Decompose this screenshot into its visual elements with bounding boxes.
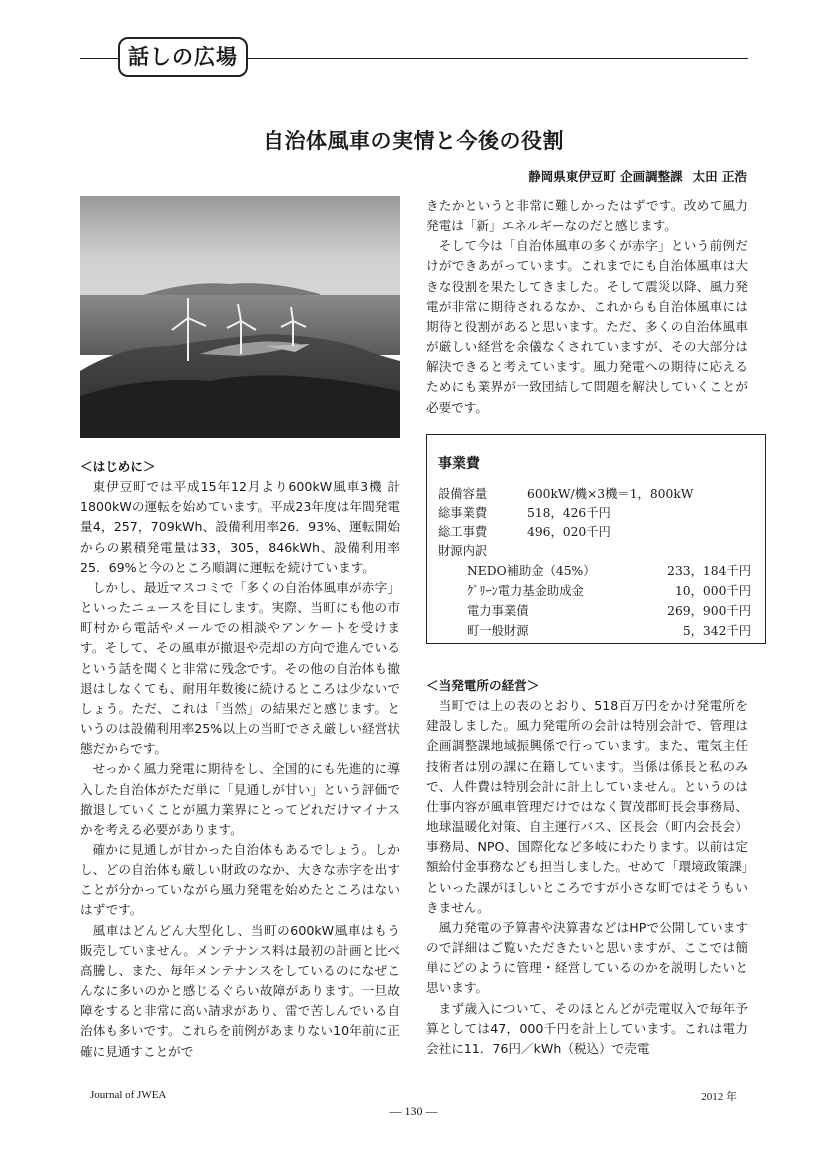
wind-turbine-photo [80, 196, 400, 438]
page-number: — 130 — [389, 1104, 438, 1118]
body-paragraph: そして今は「自治体風車の多くが赤字」という前例だけができあがっています。これまでにも自治体風車は大きな役割を果たしてきました。そして震災以降、風力発電が非常に期待されるなか、これからも自治体風車には期待と役割があると思います。ただ、多くの自治体風車が厳しい経営を余儀なくされていますが、その大部分は解決できると考えています。風力発電への期待に応えるためにも業界が一致団結して問題を解決していくことが必要です。 [426, 238, 748, 415]
body-paragraph: せっかく風力発電に期待をし、全国的にも先進的に導入した自治体がただ単に「見通しが甘い」という評価で撤退していくことが風力業界にとってどれだけマイナスかを考える必要があります。 [80, 761, 400, 837]
body-paragraph: 風力発電の予算書や決算書などはHPで公開していますので詳細はご覧いただきたいと思いますが、ここでは簡単にどのように管理・経営しているのかを説明したいと思います。 [426, 919, 748, 996]
cost-label: 総事業費 [438, 506, 488, 520]
cost-row [438, 522, 758, 540]
journal-name: Journal of JWEA [90, 1089, 167, 1101]
body-paragraph: 風車はどんどん大型化し、当町の600kW風車はもう販売していません。メンテナンス料は最初の計画と比べ高騰し、また、毎年メンテナンスをしているのになぜこんなに多いのかと感じるぐらい故障があります。一旦故障をすると非常に高い請求があり、雷で苦しんでいる自治体も多いです。これらを前例があまりない10年前に正確に見通すことがで [80, 922, 400, 1059]
cost-box-title: 事業費 [438, 456, 480, 472]
funding-source-value: 5，342千円 [682, 624, 751, 638]
left-column [80, 457, 400, 1062]
body-paragraph: きたかというと非常に難しかったはずです。改めて風力発電は「新」エネルギーなのだと感じます。 [426, 198, 748, 234]
right-column-bottom [426, 676, 748, 1059]
header-rule-right [248, 58, 748, 59]
cost-row [438, 484, 758, 502]
funding-source-label: ｸﾞﾘｰﾝ電力基金助成金 [467, 584, 584, 598]
publication-year: 2012 年 [701, 1091, 737, 1103]
author-affiliation: 静岡県東伊豆町 企画調整課 [528, 169, 683, 184]
funding-source-value: 10，000千円 [674, 584, 751, 598]
funding-source-label: NEDO補助金（45%） [467, 564, 596, 578]
funding-source-row [467, 581, 757, 599]
author-line [528, 167, 747, 185]
cost-label: 総工事費 [438, 525, 488, 539]
body-paragraph: 確かに見通しが甘かった自治体もあるでしょう。しかし、どの自治体も厳しい財政のなか、大きな赤字を出すことが分かっていながら風力発電を始めたところはないはずです。 [80, 841, 400, 918]
body-paragraph: 当町では上の表のとおり、518百万円をかけ発電所を建設しました。風力発電所の会計は特別会計で、管理は企画調整課地域振興係で行っています。また、電気主任技術者は別の課に在籍しています。当係は係長と私のみで、人件費は特別会計に計上していません。というのは仕事内容が風車管理だけではなく賀茂郡町長会事務局、地球温暖化対策、自主運行バス、区長会（町内会長会）事務局、NPO、国際化など多岐にわたります。以前は定額給付金事務なども担当しました。せめて「環境政策課」といった課がほしいところですが小さな町ではそうもいきません。 [426, 698, 748, 915]
body-paragraph: 東伊豆町では平成15年12月より600kW風車3機 計1800kWの運転を始めています。平成23年度は年間発電量4，257，709kWh、設備利用率26．93%、運転開始からの累積発電量は33，305，846kWh、設備利用率25．69%と今のところ順調に運転を続けています。 [80, 479, 400, 575]
body-paragraph: まず歳入について、そのほとんどが売電収入で毎年予算としては47，000千円を計上しています。これは電力会社に11．76円／kWh（税込）で売電 [426, 1000, 748, 1056]
section-label: 話しの広場 [118, 37, 248, 77]
cost-value: 518，426千円 [527, 506, 611, 520]
body-paragraph: しかし、最近マスコミで「多くの自治体風車が赤字」といったニュースを目にします。実際、当町にも他の市町村から電話やメールでの相談やアンケートを受けます。そして、その風車が撤退や売却の方向で進んでいるという話を聞くと非常に残念です。その他の自治体も撤退はしなくても、耐用年数後に続けるところは少ないでしょう。ただ、これは「当然」の結果だと感じます。というのは設備利用率25%以上の当町でさえ厳しい経営状態だからです。 [80, 579, 400, 757]
section-heading-intro: ＜はじめに＞ [80, 459, 156, 474]
cost-label: 財源内訳 [438, 544, 488, 558]
author-name: 太田 正浩 [692, 169, 747, 184]
cost-row [438, 541, 758, 559]
funding-source-row [467, 621, 757, 639]
section-heading-management: ＜当発電所の経営＞ [426, 678, 540, 693]
header-rule-left [80, 58, 118, 59]
article-title: 自治体風車の実情と今後の役割 [263, 129, 564, 153]
project-cost-box [426, 434, 766, 644]
right-column-top [426, 196, 748, 418]
funding-source-value: 269，900千円 [667, 604, 751, 618]
funding-source-value: 233，184千円 [667, 564, 751, 578]
funding-source-label: 電力事業債 [467, 604, 529, 618]
funding-source-row [467, 601, 757, 619]
cost-row [438, 503, 758, 521]
cost-value: 496，020千円 [527, 525, 611, 539]
cost-value: 600kW/機×3機＝1，800kW [527, 487, 694, 501]
cost-label: 設備容量 [438, 487, 488, 501]
funding-source-row [467, 561, 757, 579]
funding-source-label: 町一般財源 [467, 624, 529, 638]
